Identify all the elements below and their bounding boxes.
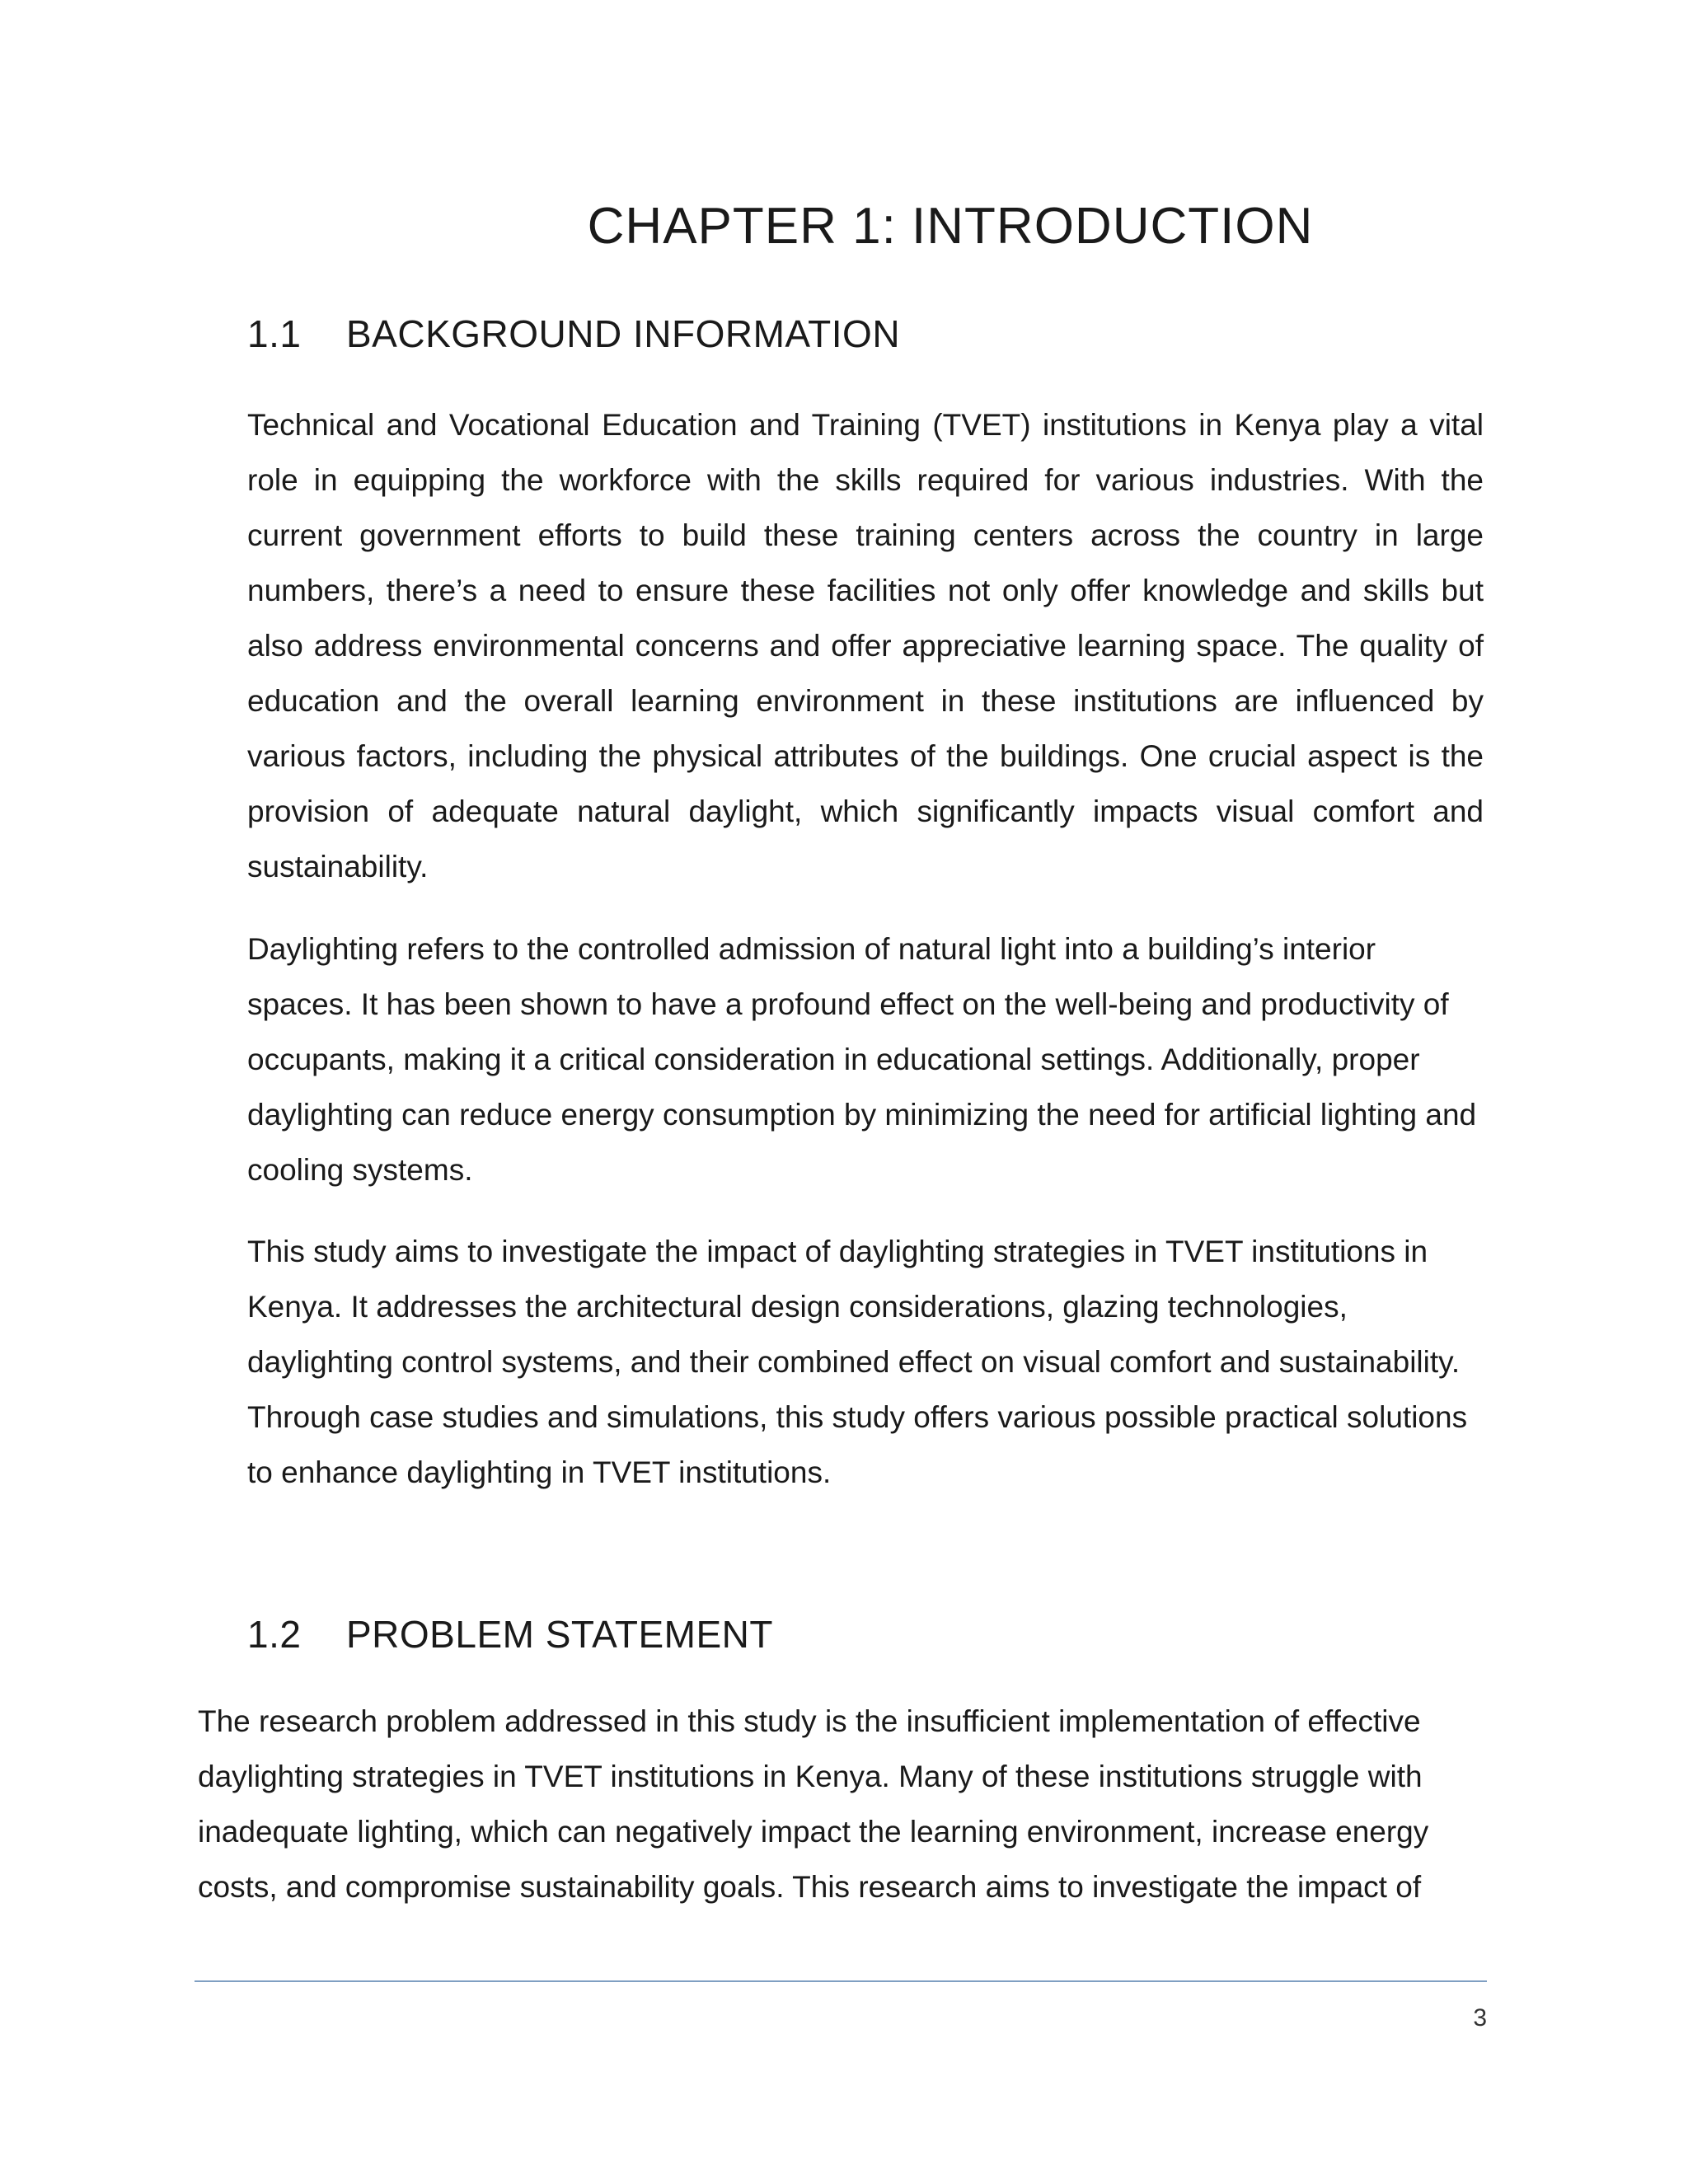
page-number: 3 (1473, 2004, 1487, 2032)
background-paragraph-3: This study aims to investigate the impact of daylighting strategies in TVET institutions in Kenya. It addresses the architectural design considerations, glazing technologies, daylighting control systems, and their combined effect on visual comfort and sustainability. Through case studies and simulations, this study offers various possible practical solutions to enhance daylighting in TVET institutions. (247, 1235, 1468, 1489)
problem-statement-paragraph: The research problem addressed in this study is the insufficient implementation of effective daylighting strategies in TVET institutions in Kenya. Many of these institutions struggle with inadequate lighting, which can negatively impact the learning environment, increase energy costs, and compromise sustainability goals. This research aims to investigate the impact of (198, 1704, 1429, 1904)
section-title: BACKGROUND INFORMATION (346, 312, 901, 355)
footer-divider (195, 1980, 1487, 1982)
section-number: 1.2 (247, 1613, 302, 1656)
background-paragraph-1: Technical and Vocational Education and Training (TVET) institutions in Kenya play a vital role in equipping the workforce with the skills required for various industries. With the current government efforts to build these training centers across the country in large numbers, there’s a need to ensure these facilities not only offer knowledge and skills but also address environmental concerns and offer appreciative learning space. The quality of education and the overall learning environment in these institutions are influenced by various factors, including the physical attributes of the buildings. One crucial aspect is the provision of adequate natural daylight, which significantly impacts visual comfort and sustainability. (247, 408, 1484, 883)
section-number: 1.1 (247, 312, 302, 355)
chapter-title: CHAPTER 1: INTRODUCTION (587, 198, 1314, 255)
section-heading-problem-statement (247, 1612, 773, 1657)
section-heading-background-information (247, 312, 900, 357)
section-title: PROBLEM STATEMENT (346, 1613, 773, 1656)
background-paragraph-2: Daylighting refers to the controlled admission of natural light into a building’s interior spaces. It has been shown to have a profound effect on the well-being and productivity of occupants, making it a critical consideration in educational settings. Additionally, proper daylighting can reduce energy consumption by minimizing the need for artificial lighting and cooling systems. (247, 932, 1477, 1187)
